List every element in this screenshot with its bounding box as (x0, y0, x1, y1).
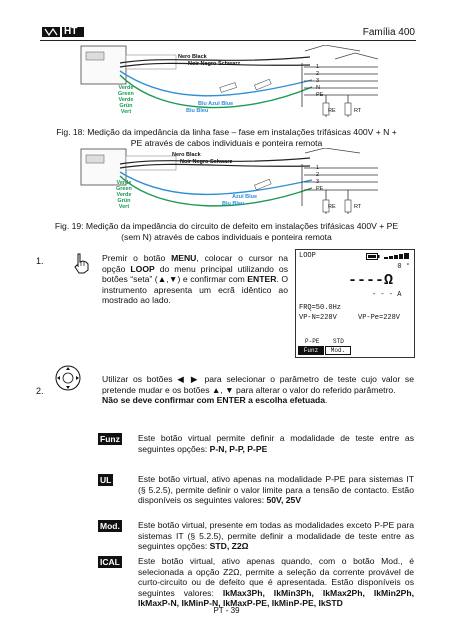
fig18-black-label: Nero Black (178, 54, 207, 60)
softkey-mod[interactable] (325, 346, 351, 355)
green-label: Verde (116, 192, 132, 198)
family-title: Família 400 (362, 27, 415, 38)
hand-press-icon (72, 252, 92, 274)
terminal-label: N (316, 85, 320, 91)
softkey-mod-label: Mod. (330, 347, 346, 354)
step1-text-c: do menu principal utilizando os botões “seta” (▲,▼) e confirmar com (102, 263, 288, 285)
softkey-funz[interactable] (298, 346, 324, 355)
fig18-rt: RT (354, 108, 362, 114)
step1-text-d: . O instrumento apresenta um ecrã idêntico ao mostrado ao lado. (102, 274, 289, 306)
step1-text-b: , colocar o cursor na opção (102, 253, 288, 274)
terminal-label: 2 (316, 71, 320, 77)
fig19-re: RE (328, 204, 336, 210)
fig19-black-label2: Noir Negro Schwarz (180, 159, 233, 165)
softkey-funz-label: Funz (303, 347, 319, 354)
fig19-terminals (316, 165, 323, 193)
green-label: Verde (116, 180, 132, 186)
display-sub-value: - - - A (372, 291, 402, 299)
param-ical-text (138, 556, 414, 609)
arrow-keypad-icon (55, 365, 81, 391)
fig18-re: RE (328, 108, 336, 114)
caption-line: Fig. 19: Medição da impedância do circuito de defeito em instalações trifásicas 400V + PE (54, 221, 399, 231)
step2-bold-note: Não se deve confirmar com ENTER a escolha efetuada (102, 395, 326, 406)
tag-ul: UL (100, 475, 112, 485)
menu-keyword: MENU (171, 253, 197, 263)
enter-keyword: ENTER (247, 274, 277, 285)
green-label: Vert (118, 204, 130, 210)
green-label: Verde (118, 85, 134, 91)
param-text: Este botão virtual, ativo apenas quando, com o botão Mod., é selecionada a opção Z2Ω, permite a seleção da corrente provável de curto-circuito ou de defeito que é apresentada. Estão disponíveis os seguintes valores: (138, 556, 414, 598)
fig18-blue-label2: Blu Bleu (186, 108, 209, 114)
brand-label: HT (64, 26, 78, 37)
step-2-text (102, 374, 414, 406)
step1-text-a: Premir o botão (102, 253, 172, 263)
terminal-label: PE (316, 92, 324, 98)
display-tab-ppe: P-PE (305, 338, 320, 345)
green-label: Green (116, 186, 132, 192)
loop-keyword: LOOP (130, 263, 155, 274)
terminal-label: PE (316, 186, 324, 192)
param-mod-text (138, 520, 414, 552)
display-angle: 0 ° (397, 263, 410, 271)
fig19-black-label: Nero Black (172, 152, 201, 158)
fig19-green-labels (116, 180, 132, 210)
param-funz-text (138, 433, 414, 454)
green-label: Vert (120, 109, 132, 115)
display-tab-std: STD (333, 338, 344, 345)
param-values: IkMax3Ph, IkMin3Ph, IkMax2Ph, IkMin2Ph, IkMaxP-N, IkMinP-N, IkMaxP-PE, IkMinP-PE, IkSTD (138, 587, 414, 609)
param-ul-text (138, 474, 414, 506)
caption-line: PE através de cabos individuais e ponteira remota (130, 138, 323, 148)
green-label: Grün (119, 103, 133, 109)
param-text: Este botão virtual permite definir a modalidade de teste entre as seguintes opções: (138, 433, 414, 454)
terminal-label: 3 (316, 179, 320, 185)
display-mode: LOOP (299, 252, 316, 260)
figure-19-caption (20, 221, 433, 243)
fig18-terminals (316, 64, 323, 99)
fig18-black-label2: Noir Negro Schwarz (188, 61, 241, 67)
terminal-label: 2 (316, 172, 320, 178)
param-values: P-N, P-P, P-PE (209, 443, 268, 454)
fig19-blue-label: Azul Blue (232, 194, 258, 200)
step2-text-a: Utilizar os botões ◀ ▶ para selecionar o parâmetro de teste cujo valor se pretende mudar e os botões ▲, ▼ para alterar o valor do referido parâmetro. (102, 374, 414, 395)
header-rule (40, 40, 416, 41)
tag-ical: ICAL (100, 557, 120, 567)
terminal-label: 1 (316, 64, 320, 70)
green-label: Grün (117, 198, 131, 204)
page-number: PT - 39 (213, 606, 240, 615)
tag-funz: Funz (100, 434, 120, 444)
display-vppe: VP-Pe=228V (358, 314, 401, 322)
terminal-label: 3 (316, 78, 320, 84)
step2-end: . (325, 395, 328, 406)
display-frq: FRQ=50.0Hz (299, 304, 342, 312)
terminal-label: 1 (316, 165, 320, 171)
tag-mod: Mod. (100, 521, 120, 531)
param-values: 50V, 25V (266, 495, 302, 506)
step-2-number: 2. (36, 386, 44, 396)
signal-bars-icon (384, 252, 410, 260)
param-text: Este botão virtual, ativo apenas na modalidade P-PE para sistemas IT (§ 5.2.5), permite definir o valor limite para a tensão de contacto. Estão disponíveis os seguintes valores: (138, 474, 414, 506)
instrument-display (295, 249, 415, 358)
fig18-green-labels (118, 85, 134, 115)
fig19-blue-label2: Blu Bleu (222, 201, 245, 207)
display-main-value: ----Ω (348, 272, 394, 289)
param-values: STD, Z2Ω (209, 541, 249, 552)
caption-line: (sem N) através de cabos individuais e ponteira remota (121, 232, 332, 242)
green-label: Green (118, 91, 134, 97)
step-1-text (102, 253, 288, 306)
caption-line: Fig. 18: Medição da impedância da linha fase – fase em instalações trifásicas 400V + N + (56, 127, 397, 137)
green-label: Verde (118, 97, 134, 103)
fig19-rt: RT (354, 204, 362, 210)
display-vpn: VP-N=228V (299, 314, 337, 322)
step-1-number: 1. (36, 256, 44, 266)
fig18-blue-label: Blu Azul Blue (198, 101, 234, 107)
figure-18-caption (20, 127, 433, 149)
battery-icon (366, 253, 380, 260)
param-text: Este botão virtual, presente em todas as modalidades exceto P-PE para sistemas IT (§ 5.2.5), permite definir a modalidade de teste entre as seguintes opções: (138, 520, 414, 552)
